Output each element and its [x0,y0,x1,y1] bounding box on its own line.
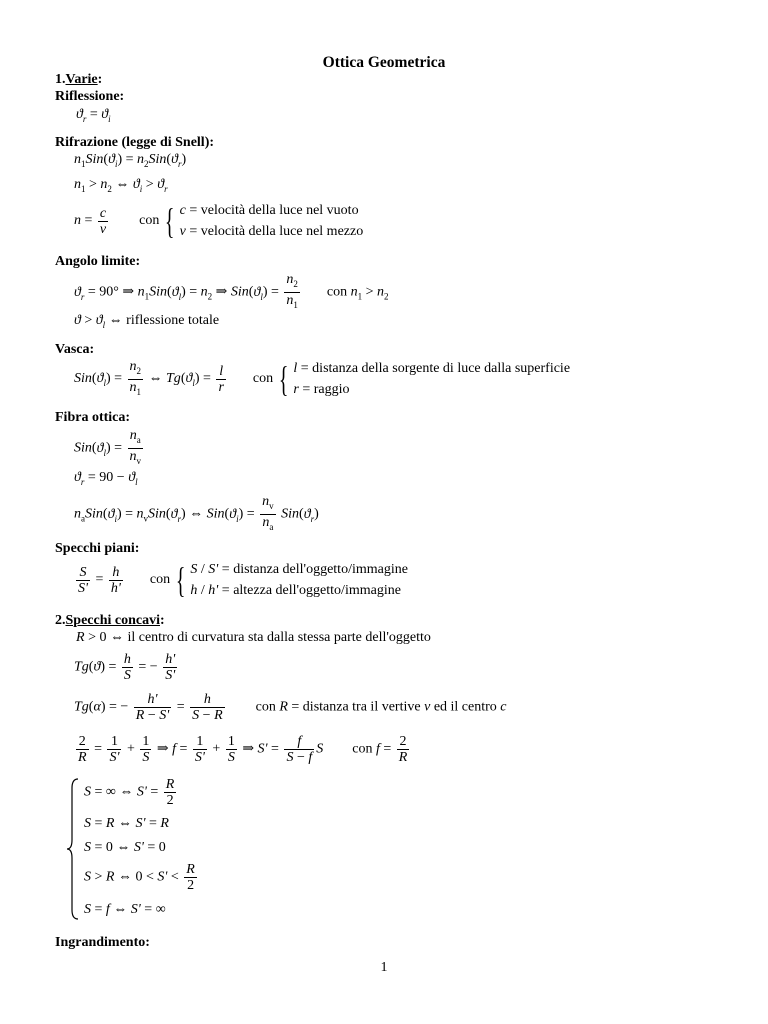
page-number: 1 [380,960,388,975]
heading-varie: 1.Varie: [55,72,103,87]
case-focal: S = f ⇔ S' = ∞ [84,902,166,917]
eq-critical-angle: $ϑ_r = 90^\circ$ ⇒ $n_1Sin(ϑ_l) = n_2$ ⇒ $Sin(ϑ_l)$ = $\frac{n_2}{n_1}$ con $n_1 > n_2$ [74,272,389,310]
eq-fibra-2: $ϑ_r = 90 - ϑ_l$ [74,470,138,487]
heading-riflessione: Riflessione: [55,89,125,104]
cases-brace [66,778,80,920]
heading-specchi-piani: Specchi piani: [55,541,140,556]
eq-total-reflection: $ϑ > ϑ_l$ ⇔ riflessione totale [74,313,220,330]
eq-fibra-1: $Sin(ϑ_l)$ = $\frac{n_a}{n_v}$ [74,428,142,466]
eq-refractive-index: n = $\frac{c}{v}$ con { c = velocità della luce nel vuoto v = velocità della luce nel mezzo [74,201,364,241]
heading-specchi-concavi: 2.Specchi concavi: [55,613,165,628]
heading-ingrandimento: Ingrandimento: [55,935,150,950]
heading-fibra: Fibra ottica: [55,410,131,425]
eq-vasca: $Sin(ϑ_l)$ = $\frac{n_2}{n_1}$ ⇔ $Tg(ϑ_l)$ = $\frac{l}{r}$ con { l = distanza della sorgente di luce dalla superficie r = raggio [74,358,571,399]
eq-specchi-piani: $\frac{S}{S'}$ = $\frac{h}{h'}$ con { S / S' = distanza dell'oggetto/immagine h / h' = altezza dell'oggetto/immagine [78,560,408,600]
case-r: S = R ⇔ S' = R [84,816,169,831]
eq-mirror-formula: $\frac{2}{R}$ = $\frac{1}{S'}$ + $\frac{1}{S}$ ⇒ f = $\frac{1}{S'}$ + $\frac{1}{S}$ ⇒ S' = $\frac{f}{S - f}$ S con f = $\frac{2}{R}$ [78,734,408,765]
eq-snell-ineq: $n_1 > n_2$ ⇔ $ϑ_i > ϑ_r$ [74,177,168,194]
eq-r-positive: R > 0 ⇔ il centro di curvatura sta dalla stessa parte dell'oggetto [76,630,431,645]
case-greater: S > R ⇔ 0 < S' < $\frac{R}{2}$ [84,862,195,893]
heading-rifrazione: Rifrazione (legge di Snell): [55,135,215,150]
heading-angolo-limite: Angolo limite: [55,254,141,269]
eq-fibra-3: $n_aSin(ϑ_i) = n_vSin(ϑ_r)$ ⇔ $Sin(ϑ_i)$ = $\frac{n_v}{n_a}$ $Sin(ϑ_r)$ [74,494,319,532]
case-zero: S = 0 ⇔ S' = 0 [84,840,166,855]
heading-vasca: Vasca: [55,342,95,357]
eq-reflection: $ϑ_r = ϑ_i$ [76,107,111,124]
page-title: Ottica Geometrica [322,54,446,71]
eq-tg-alpha: Tg(α) = − $\frac{h'}{R - S'}$ = $\frac{h}{S - R}$ con R = distanza tra il vertive v ed il centro c [74,692,507,723]
case-infinity: S = ∞ ⇔ S' = $\frac{R}{2}$ [84,777,175,808]
eq-snell: $n_1Sin(ϑ_i) = n_2Sin(ϑ_r)$ [74,152,187,169]
eq-tg-theta: Tg(ϑ) = $\frac{h}{S}$ = − $\frac{h'}{S'}$ [74,652,176,683]
